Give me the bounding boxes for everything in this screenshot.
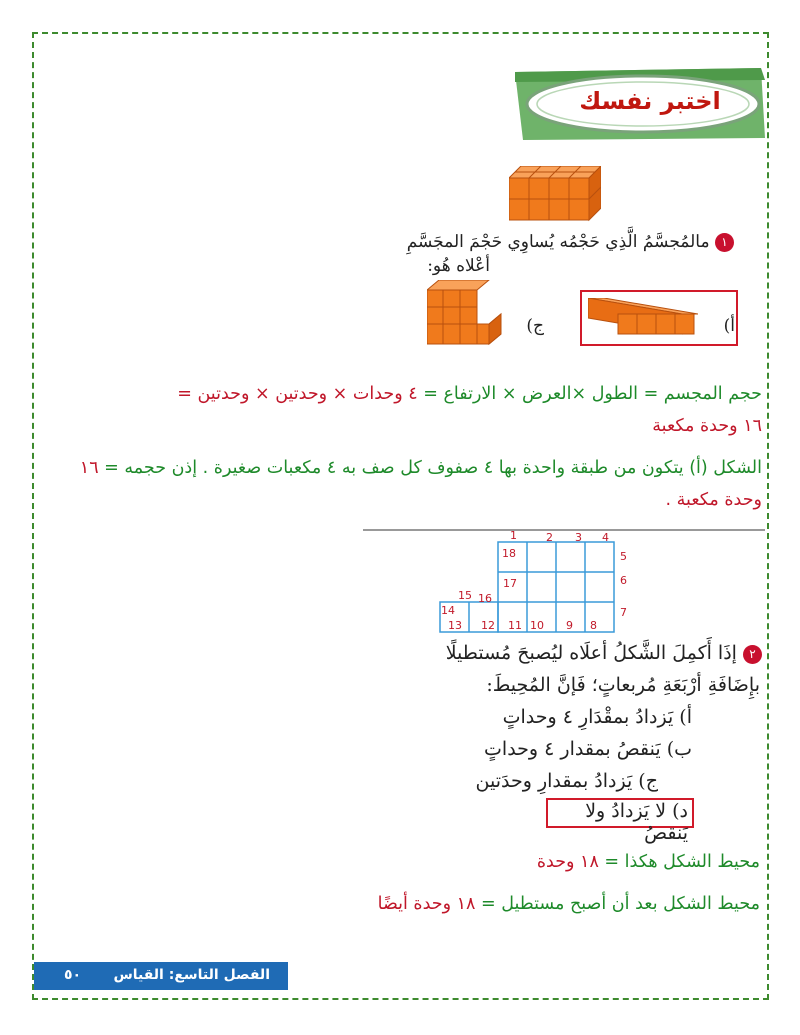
footer-bar [34,962,288,990]
question1-text: مالمُجسَّمُ الَّذِي حَجْمُه يُساوِي حَجْمَ المجَسَّمِ [406,232,710,252]
explanation-text: الشكل (أ) يتكون من طبقة واحدة بها ٤ صفوف كل صف به ٤ مكعبات صغيرة . إذن حجمه = [98,458,762,478]
grid-label-7: 7 [620,606,627,619]
grid-label-17: 17 [503,577,517,590]
grid-label-14: 14 [441,604,455,617]
option-a-label: أ) [723,316,735,336]
grid-label-5: 5 [620,550,627,563]
question2-option-d: د) لا يَزدادُ ولا يَنقصُ [585,800,688,844]
grid-label-3: 3 [575,531,582,544]
perimeter-text-1: محيط الشكل هكذا = [598,852,760,872]
grid-label-16: 16 [478,592,492,605]
grid-figure [430,530,640,640]
grid-label-4: 4 [602,531,609,544]
perimeter-text-2: محيط الشكل بعد أن أصبح مستطيل = [475,894,760,914]
grid-label-18: 18 [502,547,516,560]
grid-label-8: 8 [590,619,597,632]
grid-label-15: 15 [458,589,472,602]
chapter-title: الفصل التاسع: القياس [113,967,270,983]
perimeter-value-1: ١٨ وحدة [536,852,599,872]
question2-number-badge: ٢ [743,645,762,664]
grid-label-11: 11 [508,619,522,632]
perimeter-value-2: ١٨ وحدة أيضًا [377,894,476,914]
question2-option-c: ج) يَزدادُ بمقدارِ وحدَتين [475,770,658,792]
grid-label-12: 12 [481,619,495,632]
question2-option-a: أ) يَزدادُ بمقْدَارِ ٤ وحداتٍ [502,706,692,728]
volume-values: ٤ وحدات × وحدتين × وحدتين = [177,384,418,404]
explanation-result: ١٦ وحدة مكعبة . [79,458,762,510]
cube-option-a [588,298,698,338]
grid-label-1: 1 [510,530,517,542]
question2-line2: بإِضَافَةِ أرْبَعَةِ مُربعاتٍ؛ فَإنَّ المُحِيطَ: [486,674,760,696]
banner-title: اختبر نفسك [579,87,721,115]
solution1-volume-line [42,378,762,410]
solution1-volume-result: ١٦ وحدة مكعبة [652,416,762,436]
solution1-explanation [37,452,762,516]
question2-option-b: ب) يَنقصُ بمقدار ٤ وحداتٍ [484,738,692,760]
cube-figure-question [509,166,601,222]
option-c-label: ج) [526,316,544,336]
cube-option-c [427,280,503,346]
page-number: ٥٠ [64,967,82,983]
grid-label-10: 10 [530,619,544,632]
question1-line2: أعْلاه هُو: [427,256,490,276]
grid-label-9: 9 [566,619,573,632]
question1-line1 [314,232,734,252]
grid-label-2: 2 [546,531,553,544]
question2-line1 [382,642,762,664]
volume-formula: حجم المجسم = الطول ×العرض × الارتفاع = [417,384,762,404]
grid-label-13: 13 [448,619,462,632]
solution2-perimeter-line2 [260,888,760,920]
question2-text: إذَا أَكمِلَ الشَّكلُ أعلَاه ليُصبحَ مُستطيلًا [445,642,737,664]
solution2-perimeter-line1 [260,846,760,878]
grid-label-6: 6 [620,574,627,587]
question1-number-badge: ١ [715,233,734,252]
